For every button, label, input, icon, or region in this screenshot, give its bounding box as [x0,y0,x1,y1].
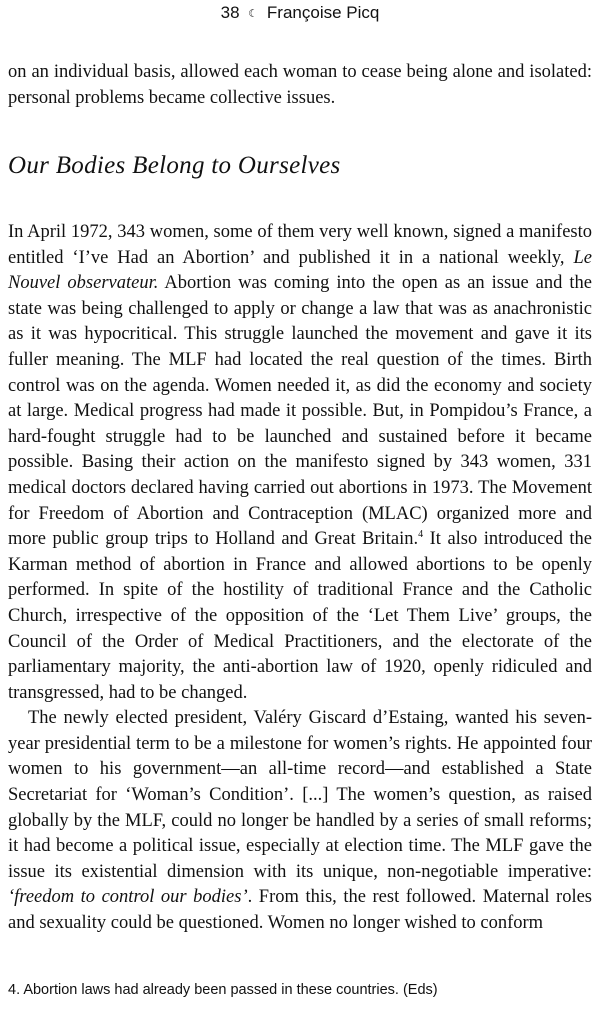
paragraph-1-text-b: Abortion was coming into the open as an issue and the state was being challenged to apply or change a law that was as anachronistic as it was hypocritical. This struggle launched the movement and gave it its fuller meaning. The MLF had located the real question of the times. Birth control was on the agenda. Women needed it, as did the economy and society at large. Medical progress had made it possible. But, in Pompidou’s France, a hard-fought struggle had to be launched and sustained before it became possible. Basing their action on the manifesto signed by 343 women, 331 medical doctors declared having carried out abortions in 1973. The Movement for Freedom of Abortion and Contraception (MLAC) organized more and more public group trips to Holland and Great Britain. [8,273,592,550]
running-head [0,2,600,25]
footnote: 4. Abortion laws had already been passed in these countries. (Eds) [8,982,438,998]
paragraph-1-text-c: It also introduced the Karman method of abortion in France and allowed abortions to be openly performed. In spite of the hostility of traditional France and the Catholic Church, irrespective of the opposition of the ‘Let Them Live’ groups, the Council of the Order of Medical Practitioners, and the electorate of the parliamentary majority, the anti-abortion law of 1920, openly ridiculed and transgressed, had to be changed. [8,529,592,703]
main-body [8,220,592,937]
paragraph-2-text-b: . From this, the rest followed. Maternal roles and sexuality could be questioned. Women no longer wished to conform [8,887,592,934]
running-head-author: Françoise Picq [266,3,380,22]
footnote-reference: 4 [418,528,424,540]
paragraph-2 [8,706,592,936]
paragraph-1 [8,220,592,706]
continued-text: on an individual basis, allowed each woman to cease being alone and isolated: personal problems became collective issues. [8,62,592,108]
page-number: 38 [220,3,240,22]
moon-icon: ☾ [248,8,259,20]
paragraph-2-text-a: The newly elected president, Valéry Giscard d’Estaing, wanted his seven-year presidential term to be a milestone for women’s rights. He appointed four women to his government—an all-time record—and established a State Secretariat for ‘Woman’s Condition’. [...] The women’s question, as raised globally by the MLF, could no longer be handled by a series of small reforms; it had become a political issue, especially at election time. The MLF gave the issue its existential dimension with its unique, non-negotiable imperative: [8,708,592,882]
section-heading: Our Bodies Belong to Ourselves [8,152,341,179]
continued-paragraph [8,60,592,111]
paragraph-1-text-a: In April 1972, 343 women, some of them very well known, signed a manifesto entitled ‘I’ve Had an Abortion’ and published it in a national weekly, [8,222,592,268]
publication-title: Le Nouvel observateur. [8,247,592,294]
imperative-quote: ‘freedom to control our bodies’ [8,887,248,908]
